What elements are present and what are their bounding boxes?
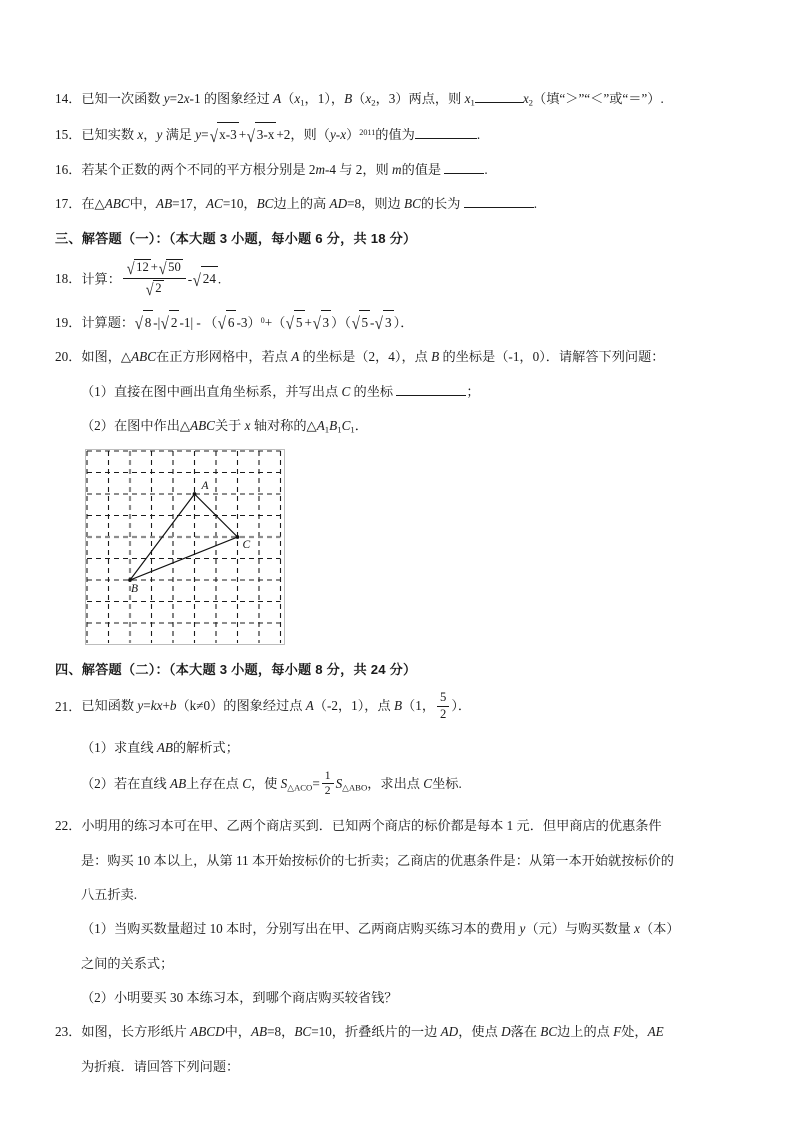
radical-sign-icon: √ [161, 313, 170, 334]
q23-t4: ，使点 [458, 1024, 502, 1040]
q17-lead: 在△ [81, 196, 105, 212]
q19-minus2: -1| - （ [179, 314, 218, 330]
q19-close1: ）（ [331, 314, 351, 330]
q20-p2-c1: C [341, 417, 351, 433]
q21-p2-lead: （2）若在直线 [81, 776, 171, 792]
question-14 [55, 88, 755, 109]
grid-figure-svg [85, 449, 283, 643]
q15-plus2: +2，则（ [276, 127, 330, 143]
q21-p1-lead: （1）求直线 [81, 739, 157, 755]
q21-p2-frac-den: 2 [324, 784, 331, 798]
q14-b-open: （ [352, 91, 366, 106]
question-18 [55, 258, 755, 300]
q19-rad-5a: 5 [294, 310, 305, 333]
q21-p1-ab: AB [156, 739, 173, 755]
q18-fraction [123, 259, 186, 298]
q14-y: y [163, 91, 170, 106]
q19-label: 计算题： [81, 314, 135, 330]
q21-frac-num: 5 [437, 691, 449, 707]
question-23-line-2: 为折痕．请回答下列问题： [81, 1058, 240, 1074]
page-content [55, 88, 755, 1090]
section-4-heading: 四、解答题（二）：（本大题 3 小题，每小题 8 分，共 24 分） [55, 662, 417, 678]
q23-ad: AD [440, 1024, 459, 1040]
q18-num-plus: + [150, 260, 158, 275]
radical-sign-icon: √ [375, 313, 384, 334]
radical-sign-icon: √ [286, 313, 295, 334]
q23-t5: 落在 [510, 1024, 541, 1040]
q21-fraction-5-2 [437, 691, 449, 721]
q22-p1-c: （本） [640, 921, 680, 937]
q19-minus1: -| [153, 314, 161, 330]
q18-frac-denominator [123, 279, 186, 298]
vertex-c [236, 535, 240, 539]
q18-rad-50: 50 [168, 260, 181, 275]
q21-p2-s1-sub: △ACO [287, 782, 313, 793]
q20-p2-tail: ． [354, 417, 368, 433]
q15-radicand-2: 3-x [255, 122, 277, 145]
q23-ab: AB [250, 1024, 268, 1040]
radical-sign-icon: √ [192, 269, 202, 290]
q15-eq: = [201, 127, 209, 143]
q21-p2-fraction-1-2 [322, 770, 334, 798]
q20-mid1: 在正方形网格中，若点 [156, 349, 292, 365]
q20-p1-answer-blank[interactable] [396, 395, 466, 396]
q14-cmp-right-sub: 2 [528, 97, 534, 108]
q23-lead: 如图，长方形纸片 [81, 1024, 191, 1040]
question-20-number: 20． [55, 349, 82, 365]
question-22-part-1 [55, 918, 755, 939]
question-18-number: 18． [55, 271, 82, 287]
q14-cmp-left-sub: 1 [470, 97, 475, 108]
q21-p2-s2-sub: △ABO [342, 782, 368, 793]
q15-lead: 已知实数 [81, 127, 138, 143]
point-label-b: B [131, 583, 139, 596]
q21-point-a: A [305, 698, 314, 714]
q19-plus2: + [304, 314, 312, 330]
q14-eq: =2 [169, 91, 184, 106]
q19-rad-2: 2 [169, 310, 180, 333]
q21-b-open: （1， [402, 698, 436, 714]
radical-sign-icon: √ [351, 313, 360, 334]
q14-tail-note: （填“＞”“＜”或“＝”）. [533, 91, 664, 106]
q17-t6: 的长为 [420, 196, 464, 212]
q23-bc2: BC [540, 1024, 558, 1040]
figure-question-20 [85, 449, 285, 645]
q22-p1-x: x [634, 921, 640, 937]
q20-p2-a1: A [316, 417, 325, 433]
q17-bc: BC [256, 196, 274, 212]
question-15 [55, 122, 755, 145]
q17-answer-blank[interactable] [464, 207, 534, 208]
q23-t3: =10，折叠纸片的一边 [311, 1024, 441, 1040]
q21-plus: + [162, 698, 170, 714]
q19-rad-5b: 5 [359, 310, 370, 333]
q23-t6: 边上的点 [557, 1024, 614, 1040]
q18-minus: - [187, 271, 193, 287]
q16-mid: -4 与 2，则 [324, 161, 393, 177]
section-3-heading: 三、解答题（一）：（本大题 3 小题，每小题 6 分，共 18 分） [55, 230, 417, 246]
vertex-a [193, 492, 197, 496]
q15-mid: 满足 [162, 127, 196, 143]
q16-answer-blank[interactable] [444, 173, 484, 174]
q14-bx: x [365, 91, 372, 106]
radical-sign-icon: √ [312, 313, 321, 334]
q20-p2-mid2: 轴对称的△ [250, 417, 317, 433]
q19-zero-exponent: 0 [260, 315, 265, 325]
question-20-part-1 [55, 381, 755, 402]
question-15-number: 15． [55, 127, 82, 143]
q14-point-a: A [273, 91, 282, 106]
q14-x: x [183, 91, 190, 106]
question-22-part-1-cont: 之间的关系式； [81, 955, 174, 971]
q22-p1-a: （1）当购买数量超过 10 本时，分别写出在甲、乙两商店购买练习本的费用 [81, 921, 520, 937]
q21-b-close: ）． [451, 698, 472, 714]
question-17-number: 17． [55, 196, 82, 212]
q17-t3: =10， [222, 196, 257, 212]
q21-neq: ≠0）的图象经过点 [196, 698, 306, 714]
q20-p1-c: C [341, 383, 351, 399]
q20-point-b: B [431, 349, 440, 365]
question-19-number: 19． [55, 314, 82, 330]
q20-mid3: 的坐标是（-1，0）．请解答下列问题： [439, 349, 665, 365]
q15-period: . [476, 127, 481, 143]
q21-p2-tail: ，求出点 [367, 776, 424, 792]
q21-k: k [150, 698, 157, 714]
q15-sqrt-2 [246, 122, 276, 145]
question-20-part-2 [55, 415, 755, 436]
question-16 [55, 159, 755, 180]
q16-tail: 的值是 [401, 161, 445, 177]
q19-rad-3b: 3 [383, 310, 394, 333]
question-22-part-2: （2）小明要买 30 本练习本，到哪个商店购买较省钱？ [81, 990, 398, 1006]
q20-p2-mid: 关于 [214, 417, 245, 433]
q16-period: . [484, 161, 488, 177]
q17-t1: 中， [129, 196, 157, 212]
q20-p2-b1: B [329, 417, 338, 433]
q17-t2: =17， [172, 196, 206, 212]
q20-p1-mid: 的坐标 [350, 383, 397, 399]
q23-t2: =8， [267, 1024, 295, 1040]
q15-eq-y: y [195, 127, 202, 143]
q21-p2-s2: S [335, 776, 343, 792]
q15-x: x [137, 127, 144, 143]
q20-abc: ABC [131, 349, 157, 365]
q23-bc: BC [294, 1024, 312, 1040]
q17-ac: AC [205, 196, 223, 212]
q21-p2-eq: = [312, 776, 320, 792]
question-22-number: 22． [55, 818, 82, 834]
q17-t5: =8，则边 [347, 196, 405, 212]
q23-t1: 中， [224, 1024, 251, 1040]
q14-ax: x [294, 91, 301, 106]
q21-p2-mid2: ，使 [250, 776, 281, 792]
q14-bx-sub: 2 [371, 97, 376, 108]
question-21-number: 21． [55, 698, 82, 714]
q14-cmp-right: x [522, 91, 529, 106]
q21-b: b [169, 698, 177, 714]
q19-minus3: -3） [236, 314, 261, 330]
q23-f: F [613, 1024, 622, 1040]
q21-eq: = [143, 698, 151, 714]
question-22-line-3: 八五折卖. [81, 886, 138, 902]
q20-p2-a1-sub: 1 [324, 424, 330, 435]
q20-p2-lead: （2）在图中作出△ [81, 417, 191, 433]
triangle-abc [130, 494, 238, 580]
q16-m1: m [315, 161, 325, 177]
question-22 [55, 815, 755, 836]
q19-rad-3a: 3 [321, 310, 332, 333]
q21-p1-tail: 的解析式； [172, 739, 239, 755]
q15-tail: 的值为 [375, 127, 415, 143]
q21-point-b: B [393, 698, 403, 714]
question-16-number: 16． [55, 161, 82, 177]
radical-sign-icon: √ [209, 125, 218, 146]
q21-x: x [156, 698, 163, 714]
question-20 [55, 346, 755, 367]
q15-ex: x [340, 127, 347, 143]
question-21-part-2 [55, 768, 755, 799]
q23-t7: 处， [621, 1024, 648, 1040]
q18-label: 计算： [81, 271, 121, 287]
radical-sign-icon: √ [134, 313, 143, 334]
q20-p2-c1-sub: 1 [350, 424, 355, 435]
q20-p1-lead: （1）直接在图中画出直角坐标系，并写出点 [81, 383, 342, 399]
q14-b-mid: ，3）两点，则 [375, 91, 465, 106]
q23-abcd: ABCD [190, 1024, 225, 1040]
q14-point-b: B [344, 91, 353, 106]
q18-sqrt-24 [192, 266, 218, 289]
q23-ae: AE [647, 1024, 664, 1040]
question-19 [55, 310, 755, 333]
q14-answer-blank[interactable] [475, 102, 523, 103]
q15-answer-blank[interactable] [415, 138, 477, 139]
q15-y: y [156, 127, 163, 143]
q15-comma: ， [143, 127, 157, 143]
point-label-c: C [242, 539, 251, 552]
question-21-part-1 [55, 737, 755, 758]
q21-p2-mid: 上存在点 [186, 776, 243, 792]
radical-sign-icon: √ [218, 313, 227, 334]
radical-sign-icon: √ [145, 279, 154, 299]
q18-period: . [217, 271, 222, 287]
q15-ey: y [329, 127, 336, 143]
q19-minus4: - [370, 314, 375, 330]
question-23-number: 23． [55, 1024, 82, 1040]
q15-eminus: - [335, 127, 341, 143]
q18-rad-2: 2 [155, 281, 162, 296]
q18-rad-24: 24 [201, 266, 218, 289]
q18-rad-12: 12 [136, 260, 149, 275]
q21-lead: 已知函数 [81, 698, 138, 714]
q15-radicand-1: x-3 [217, 122, 239, 145]
point-label-a: A [201, 480, 209, 493]
q14-tail: -1 的图象经过 [189, 91, 274, 106]
question-14-number: 14． [55, 91, 82, 106]
q20-p2-abc: ABC [190, 417, 215, 433]
q19-rad-6: 6 [226, 310, 237, 333]
question-14-text: 已知一次函数 [81, 91, 164, 106]
q17-bc2: BC [404, 196, 421, 212]
radical-sign-icon: √ [158, 258, 167, 278]
q21-k2: （k [176, 698, 197, 714]
radical-sign-icon: √ [126, 258, 135, 278]
q14-ax-sub: 1 [300, 97, 305, 108]
q21-frac-den: 2 [440, 706, 447, 721]
q19-plus1: +（ [264, 314, 286, 330]
q14-a-open: （ [281, 91, 295, 106]
q15-sqrt-1 [209, 122, 239, 145]
q22-p1-b: （元）与购买数量 [525, 921, 635, 937]
q20-p2-x: x [244, 417, 251, 433]
question-17 [55, 193, 755, 214]
q17-ad: AD [329, 196, 348, 212]
q17-abc: ABC [104, 196, 130, 212]
q21-p2-s1: S [280, 776, 288, 792]
q20-p2-b1-sub: 1 [337, 424, 342, 435]
q16-m2: m [392, 161, 402, 177]
q21-p2-c: C [242, 776, 251, 792]
q21-a-coord: （-2，1），点 [313, 698, 394, 714]
question-22-line-2: 是：购买 10 本以上，从第 11 本开始按标价的七折卖；乙商店的优惠条件是：从第一本开始就按标价的 [81, 852, 674, 868]
q18-frac-numerator [123, 259, 186, 279]
q22-line-1: 小明用的练习本可在甲、乙两个商店买到．已知两个商店的标价都是每本 1 元．但甲商店的优惠条件 [81, 818, 662, 834]
q15-plus: + [238, 127, 247, 143]
q23-d: D [501, 1024, 511, 1040]
q20-point-a: A [291, 349, 300, 365]
q21-p2-c2: C [423, 776, 433, 792]
question-21 [55, 692, 755, 722]
q20-mid2: 的坐标是（2，4），点 [299, 349, 432, 365]
q21-p2-ab: AB [170, 776, 187, 792]
q15-exponent: 2011 [359, 128, 376, 138]
q16-lead: 若某个正数的两个不同的平方根分别是 2 [81, 161, 316, 177]
q21-p2-end: 坐标. [432, 776, 462, 792]
q21-y: y [137, 698, 144, 714]
q19-close2: ）． [393, 314, 414, 330]
q22-p1-y: y [519, 921, 526, 937]
q21-p2-frac-num: 1 [322, 770, 334, 785]
q17-period: . [533, 196, 538, 212]
q17-t4: 边上的高 [273, 196, 330, 212]
q20-lead: 如图，△ [81, 349, 132, 365]
q19-rad-8: 8 [143, 310, 154, 333]
q14-a-mid: ，1）， [304, 91, 345, 106]
q17-ab: AB [156, 196, 173, 212]
q20-p1-tail: ； [466, 383, 480, 399]
q15-eclose: ） [346, 127, 360, 143]
question-23 [55, 1021, 755, 1042]
q14-cmp-left: x [464, 91, 471, 106]
radical-sign-icon: √ [246, 125, 256, 146]
vertex-b [128, 578, 132, 582]
